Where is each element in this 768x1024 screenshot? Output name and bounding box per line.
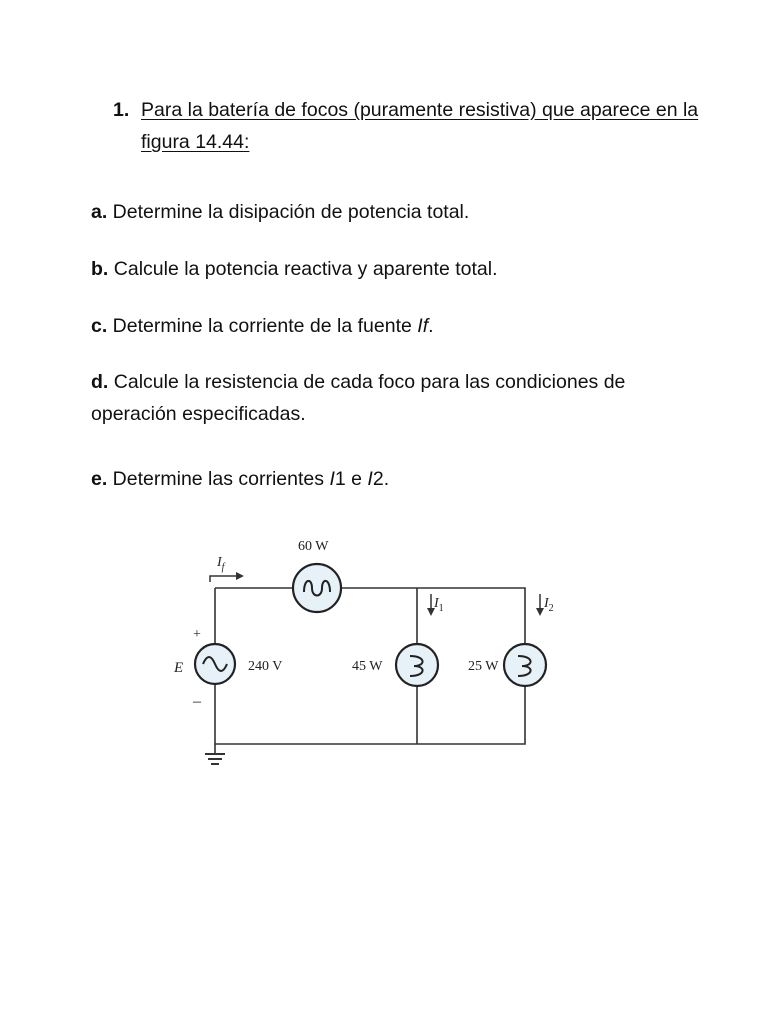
question-e-letter: e.	[91, 468, 108, 490]
question-a-letter: a.	[91, 201, 108, 223]
question-e-text: Determine las corrientes	[107, 468, 330, 490]
problem-title: Para la batería de focos (puramente resistiva) que aparece en la figura 14.44:	[141, 99, 699, 153]
question-b-letter: b.	[91, 258, 109, 280]
question-c-text: Determine la corriente de la fuente	[107, 315, 418, 337]
label-minus: –	[193, 693, 201, 710]
label-current-2-sub: 2	[548, 603, 554, 614]
label-current-1	[433, 596, 444, 614]
label-current-1-main: I	[434, 596, 439, 611]
lamp-45w-icon	[396, 644, 438, 686]
question-e-num2: 2	[372, 468, 384, 490]
label-240v: 240 V	[248, 659, 283, 674]
label-current-f-sub: f	[221, 562, 225, 573]
label-current-2	[543, 596, 554, 614]
ac-source-icon	[195, 644, 235, 684]
question-c-end: .	[428, 315, 434, 337]
question-e-end: .	[383, 468, 390, 490]
label-plus: +	[193, 627, 201, 642]
circuit-diagram	[160, 520, 580, 780]
label-45w: 45 W	[352, 659, 383, 674]
question-a-text: Determine la disipación de potencia total.	[107, 201, 470, 223]
top-wire-right	[341, 588, 525, 645]
label-current-f	[216, 555, 226, 573]
question-c	[91, 310, 691, 342]
question-c-letter: c.	[91, 315, 108, 337]
question-b-text: Calcule la potencia reactiva y aparente total.	[108, 258, 498, 280]
question-d-text: Calcule la resistencia de cada foco para las condiciones de operación especificadas.	[91, 371, 626, 425]
question-b	[91, 253, 691, 285]
question-d-letter: d.	[91, 371, 109, 393]
current-f-arrow-icon	[210, 572, 244, 582]
problem-number: 1.	[113, 99, 130, 121]
ground-icon	[205, 754, 225, 764]
lamp-25w-icon	[504, 644, 546, 686]
question-e-var1: I	[329, 468, 335, 490]
label-current-f-main: I	[217, 555, 222, 570]
question-e	[91, 463, 691, 495]
label-60w: 60 W	[298, 539, 329, 554]
label-source-e: E	[174, 660, 184, 676]
question-e-mid: e	[345, 468, 368, 490]
question-e-num1: 1	[334, 468, 346, 490]
question-d	[91, 366, 691, 430]
question-e-var2: I	[367, 468, 373, 490]
question-a	[91, 196, 691, 228]
source-bottom-wire	[215, 684, 525, 744]
lamp-60w-icon	[293, 564, 341, 612]
label-current-1-sub: 1	[438, 603, 444, 614]
label-current-2-main: I	[544, 596, 549, 611]
current-2-arrow-icon	[536, 594, 544, 616]
question-c-variable: If	[417, 315, 429, 337]
label-25w: 25 W	[468, 659, 499, 674]
